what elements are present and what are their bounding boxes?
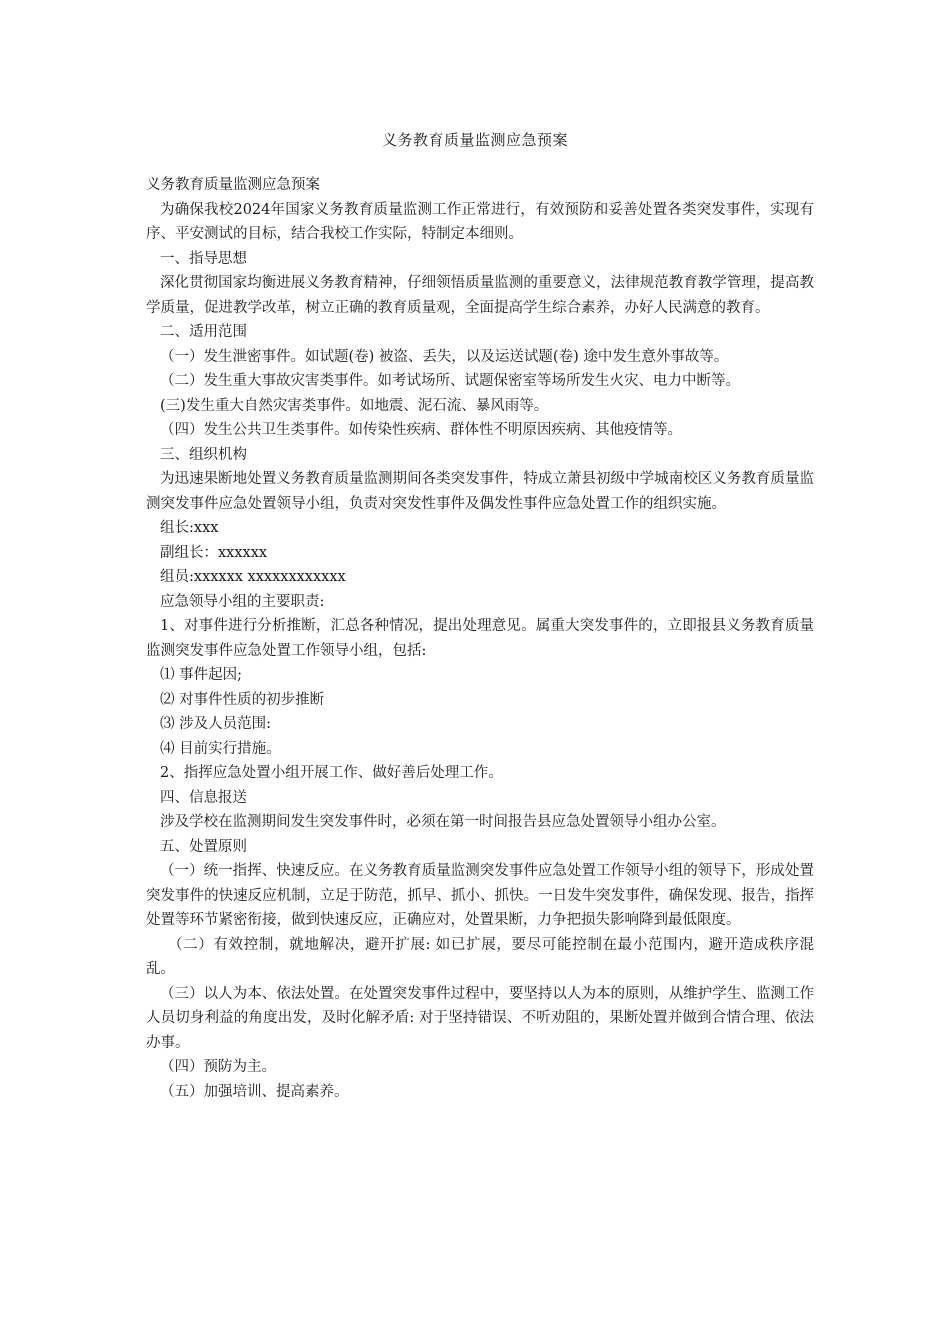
scope-item-2: （二）发生重大事故灾害类事件。如考试场所、试题保密室等场所发生火灾、电力中断等。 bbox=[160, 373, 740, 389]
scope-item-3: (三)发生重大自然灾害类事件。如地震、泥石流、暴风雨等。 bbox=[160, 397, 549, 414]
document-body bbox=[146, 173, 814, 1104]
team-leader: 组长:xxx bbox=[160, 520, 219, 536]
duty-1-sub-3: ⑶ 涉及人员范围: bbox=[160, 716, 271, 732]
scope-item-1: （一）发生泄密事件。如试题(卷) 被盗、丢失，以及运送试题(卷) 途中发生意外事故等。 bbox=[160, 348, 729, 365]
section-heading-guiding-thought: 一、指导思想 bbox=[160, 250, 247, 267]
duty-1-sub-4: ⑷ 目前实行措施。 bbox=[160, 740, 281, 757]
section-heading-reporting: 四、信息报送 bbox=[160, 789, 247, 806]
organization-paragraph: 为迅速果断地处置义务教育质量监测期间各类突发事件，特成立萧县初级中学城南校区义务教育质量监测突发事件应急处置领导小组，负责对突发性事件及偶发性事件应急处置工作的组织实施。 bbox=[146, 471, 814, 512]
section-heading-principles: 五、处置原则 bbox=[160, 838, 247, 855]
document-title: 义务教育质量监测应急预案 bbox=[381, 131, 568, 149]
section-heading-organization: 三、组织机构 bbox=[160, 446, 247, 463]
principle-3: （三）以人为本、依法处置。在处置突发事件过程中，要坚持以人为本的原则，从维护学生、监测工作人员切身利益的角度出发，及时化解矛盾: 对于坚持错误、不听劝阻的，果断处置并做到合情合理、依法办事。 bbox=[146, 985, 814, 1051]
scope-item-4: （四）发生公共卫生类事件。如传染性疾病、群体性不明原因疾病、其他疫情等。 bbox=[160, 422, 682, 438]
team-members: 组员:xxxxxx xxxxxxxxxxxx bbox=[160, 569, 346, 585]
reporting-paragraph: 涉及学校在监测期间发生突发事件时，必须在第一时间报告县应急处置领导小组办公室。 bbox=[160, 814, 726, 830]
section-heading-scope: 二、适用范围 bbox=[160, 324, 247, 340]
intro-paragraph: 为确保我校2024年国家义务教育质量监测工作正常进行，有效预防和妥善处置各类突发事件，实现有序、平安测试的目标，结合我校工作实际，特制定本细则。 bbox=[146, 201, 814, 242]
deputy-team-leader: 副组长：xxxxxx bbox=[160, 544, 268, 561]
principle-4: （四）预防为主。 bbox=[160, 1059, 276, 1075]
guiding-thought-paragraph: 深化贯彻国家均衡进展义务教育精神，仔细领悟质量监测的重要意义，法律规范教育教学管理，提高教学质量，促进教学改革，树立正确的教育质量观，全面提高学生综合素养，办好人民满意的教育。 bbox=[146, 275, 814, 316]
body-heading: 义务教育质量监测应急预案 bbox=[146, 177, 320, 193]
principle-2: （二）有效控制，就地解决，避开扩展: 如已扩展，要尽可能控制在最小范围内，避开造成秩序混乱。 bbox=[146, 936, 814, 977]
principle-1: （一）统一指挥、快速反应。在义务教育质量监测突发事件应急处置工作领导小组的领导下，形成处置突发事件的快速反应机制，立足于防范，抓早、抓小、抓快。一日发牛突发事件，确保发现、报告，指挥处置等环节紧密衔接，做到快速反应，正确应对，处置果断，力争把损失影响降到最低限度。 bbox=[146, 863, 814, 928]
duty-2: 2、指挥应急处置小组开展工作、做好善后处理工作。 bbox=[160, 765, 503, 781]
duty-1: 1、对事件进行分析推断，汇总各种情况，提出处理意见。属重大突发事件的，立即报县义务教育质量监测突发事件应急处置工作领导小组，包括: bbox=[146, 618, 814, 659]
principle-5: （五）加强培训、提高素养。 bbox=[160, 1083, 349, 1100]
duties-heading: 应急领导小组的主要职责: bbox=[160, 593, 325, 610]
duty-1-sub-2: ⑵ 对事件性质的初步推断 bbox=[160, 691, 325, 708]
duty-1-sub-1: ⑴ 事件起因; bbox=[160, 667, 242, 683]
